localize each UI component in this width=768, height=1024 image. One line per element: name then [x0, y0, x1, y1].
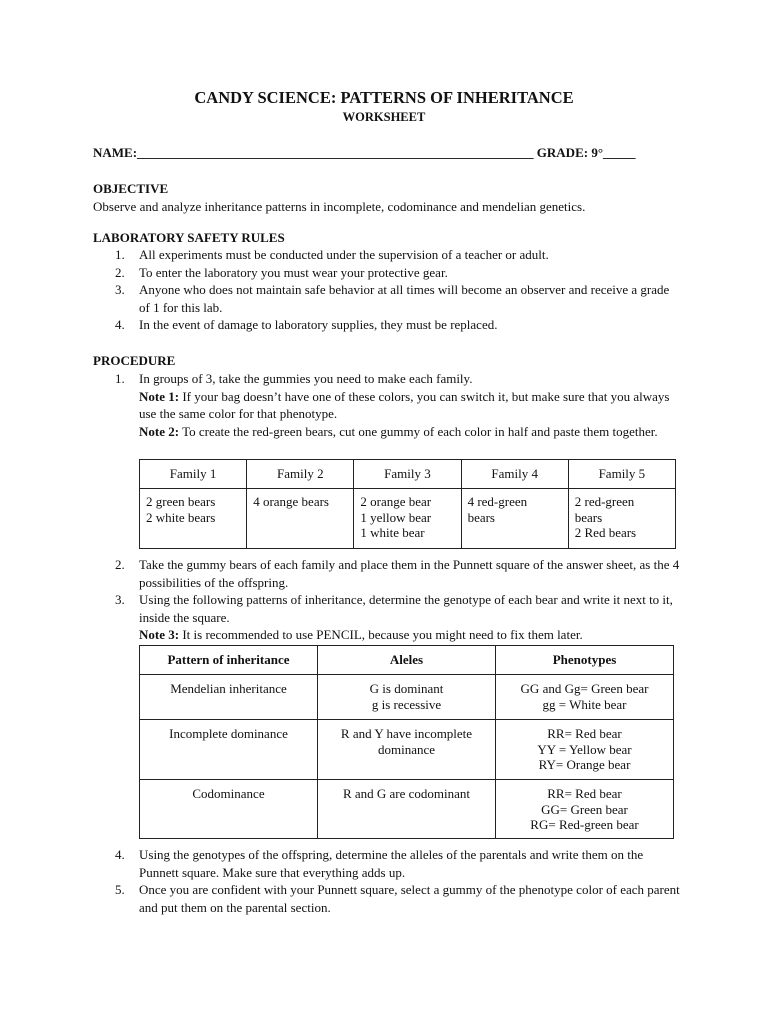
table-row [140, 780, 674, 839]
list-item: 4. Using the genotypes of the offspring, determine the alleles of the parentals and write them on the Punnett square. Make sure that everything adds up. [115, 847, 644, 880]
phenotypes-cell: RR= Red bear GG= Green bear RG= Red-green bear [496, 780, 674, 839]
safety-rules-list [93, 246, 683, 334]
family-header: Family 2 [247, 460, 354, 489]
name-blank[interactable]: _____________________________________________________________ [137, 145, 534, 160]
note-2: Note 2: To create the red-green bears, cut one gummy of each color in half and paste them together. [139, 423, 658, 439]
table-row [140, 460, 676, 489]
table-row [140, 646, 674, 675]
families-table [139, 459, 676, 549]
procedure-list-a [93, 370, 683, 440]
note-3: Note 3: It is recommended to use PENCIL, because you might need to fix them later. [139, 627, 583, 642]
aleles-header: Aleles [318, 646, 496, 675]
aleles-cell: R and Y have incomplete dominance [318, 720, 496, 780]
page-title: CANDY SCIENCE: PATTERNS OF INHERITANCE [194, 88, 574, 107]
table-row [140, 489, 676, 549]
phenotypes-header: Phenotypes [496, 646, 674, 675]
family-header: Family 5 [568, 460, 675, 489]
patterns-table [139, 645, 674, 839]
pattern-cell: Mendelian inheritance [140, 675, 318, 720]
safety-heading: LABORATORY SAFETY RULES [93, 230, 285, 245]
list-item: 3. Anyone who does not maintain safe behavior at all times will become an observer and receive a grade of 1 for this lab. [115, 282, 670, 315]
family-cell: 2 green bears 2 white bears [140, 489, 247, 549]
family-header: Family 1 [140, 460, 247, 489]
grade-blank[interactable]: _____ [603, 145, 636, 160]
grade-label: GRADE: 9° [536, 145, 604, 160]
family-cell: 4 red-green bears [461, 489, 568, 549]
procedure-list-c [93, 846, 683, 916]
aleles-cell: R and G are codominant [318, 780, 496, 839]
list-item: 2. To enter the laboratory you must wear your protective gear. [115, 264, 448, 280]
family-header: Family 3 [354, 460, 461, 489]
table-row [140, 720, 674, 780]
page-subtitle: WORKSHEET [342, 110, 426, 124]
pattern-cell: Codominance [140, 780, 318, 839]
table-row [140, 675, 674, 720]
name-grade-line [93, 144, 693, 162]
family-header: Family 4 [461, 460, 568, 489]
aleles-cell: G is dominant g is recessive [318, 675, 496, 720]
family-cell: 4 orange bears [247, 489, 354, 549]
pattern-cell: Incomplete dominance [140, 720, 318, 780]
name-label: NAME: [93, 145, 138, 160]
list-item: 5. Once you are confident with your Punnett square, select a gummy of the phenotype color of each parent and put them on the parental section. [115, 882, 680, 915]
procedure-list-b [93, 556, 683, 644]
procedure-heading: PROCEDURE [93, 353, 176, 368]
objective-text: Observe and analyze inheritance patterns in incomplete, codominance and mendelian genetics. [93, 199, 586, 214]
phenotypes-cell: RR= Red bear YY = Yellow bear RY= Orange bear [496, 720, 674, 780]
family-cell: 2 red-green bears 2 Red bears [568, 489, 675, 549]
phenotypes-cell: GG and Gg= Green bear gg = White bear [496, 675, 674, 720]
pattern-header: Pattern of inheritance [140, 646, 318, 675]
list-item: 2. Take the gummy bears of each family and place them in the Punnett square of the answer sheet, as the 4 possibilities of the offspring. [115, 557, 680, 590]
list-item: 1. All experiments must be conducted under the supervision of a teacher or adult. [115, 247, 549, 262]
list-item: 4. In the event of damage to laboratory supplies, they must be replaced. [115, 317, 498, 332]
list-item: 1. In groups of 3, take the gummies you need to make each family. [115, 371, 473, 386]
objective-heading: OBJECTIVE [93, 181, 169, 196]
note-1: Note 1: If your bag doesn’t have one of these colors, you can switch it, but make sure that you always use the same color for that phenotype. [139, 388, 670, 421]
list-item: 3. Using the following patterns of inheritance, determine the genotype of each bear and write it next to it, inside the square. [115, 592, 673, 625]
family-cell: 2 orange bear 1 yellow bear 1 white bear [354, 489, 461, 549]
